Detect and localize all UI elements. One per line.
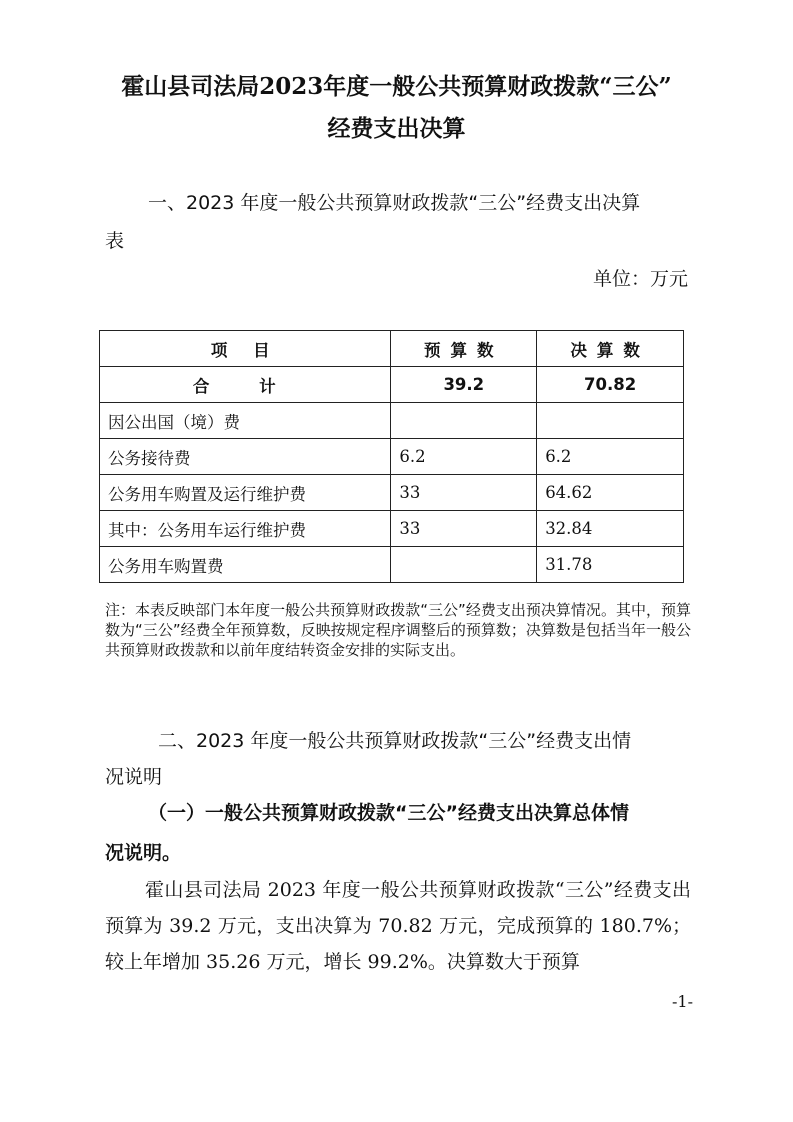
total-budget: 39.2 <box>391 367 537 403</box>
total-item: 合 计 <box>100 367 391 403</box>
table-row <box>100 475 684 511</box>
table-row <box>100 511 684 547</box>
document-title-line2: 经费支出决算 <box>327 115 466 142</box>
row-actual <box>537 403 684 439</box>
row-item: 其中：公务用车运行维护费 <box>100 511 391 547</box>
header-item: 项 目 <box>100 331 391 367</box>
row-budget: 33 <box>391 475 537 511</box>
section2-heading-line1: 二、2023 年度一般公共预算财政拨款“三公”经费支出情 <box>158 730 632 752</box>
table-header-row <box>100 331 684 367</box>
row-item: 公务用车购置及运行维护费 <box>100 475 391 511</box>
row-item: 公务接待费 <box>100 439 391 475</box>
row-item: 公务用车购置费 <box>100 547 391 583</box>
subsection1-heading-line2: 况说明。 <box>105 842 182 864</box>
row-actual: 31.78 <box>537 547 684 583</box>
subsection1-heading-line1: （一）一般公共预算财政拨款“三公”经费支出决算总体情 <box>148 802 629 824</box>
table-row <box>100 439 684 475</box>
row-budget <box>391 547 537 583</box>
row-actual: 6.2 <box>537 439 684 475</box>
row-budget <box>391 403 537 439</box>
row-budget: 6.2 <box>391 439 537 475</box>
table-row <box>100 547 684 583</box>
page-number: -1- <box>672 992 693 1011</box>
header-budget: 预算数 <box>391 331 537 367</box>
section1-heading-line2: 表 <box>105 230 125 252</box>
row-actual: 64.62 <box>537 475 684 511</box>
header-actual: 决算数 <box>537 331 684 367</box>
document-title-line1: 霍山县司法局2023年度一般公共预算财政拨款“三公” <box>121 73 672 100</box>
table-note: 注：本表反映部门本年度一般公共预算财政拨款“三公”经费支出预决算情况。其中，预算数为“三公”经费全年预算数，反映按规定程序调整后的预算数；决算数是包括当年一般公共预算财政拨款和以前年度结转资金安排的实际支出。 <box>105 601 691 659</box>
body-paragraph: 霍山县司法局 2023 年度一般公共预算财政拨款“三公”经费支出预算为 39.2 万元，支出决算为 70.82 万元，完成预算的 180.7%；较上年增加 35.26 万元，增长 99.2%。决算数大于预算 <box>105 879 691 973</box>
section2-heading-line2: 况说明 <box>105 766 163 788</box>
expenditure-table <box>99 330 684 583</box>
row-actual: 32.84 <box>537 511 684 547</box>
section1-heading-line1: 一、2023 年度一般公共预算财政拨款“三公”经费支出决算 <box>148 192 641 214</box>
table-row <box>100 403 684 439</box>
table-total-row <box>100 367 684 403</box>
unit-label: 单位：万元 <box>592 268 688 290</box>
row-budget: 33 <box>391 511 537 547</box>
total-actual: 70.82 <box>537 367 684 403</box>
row-item: 因公出国（境）费 <box>100 403 391 439</box>
